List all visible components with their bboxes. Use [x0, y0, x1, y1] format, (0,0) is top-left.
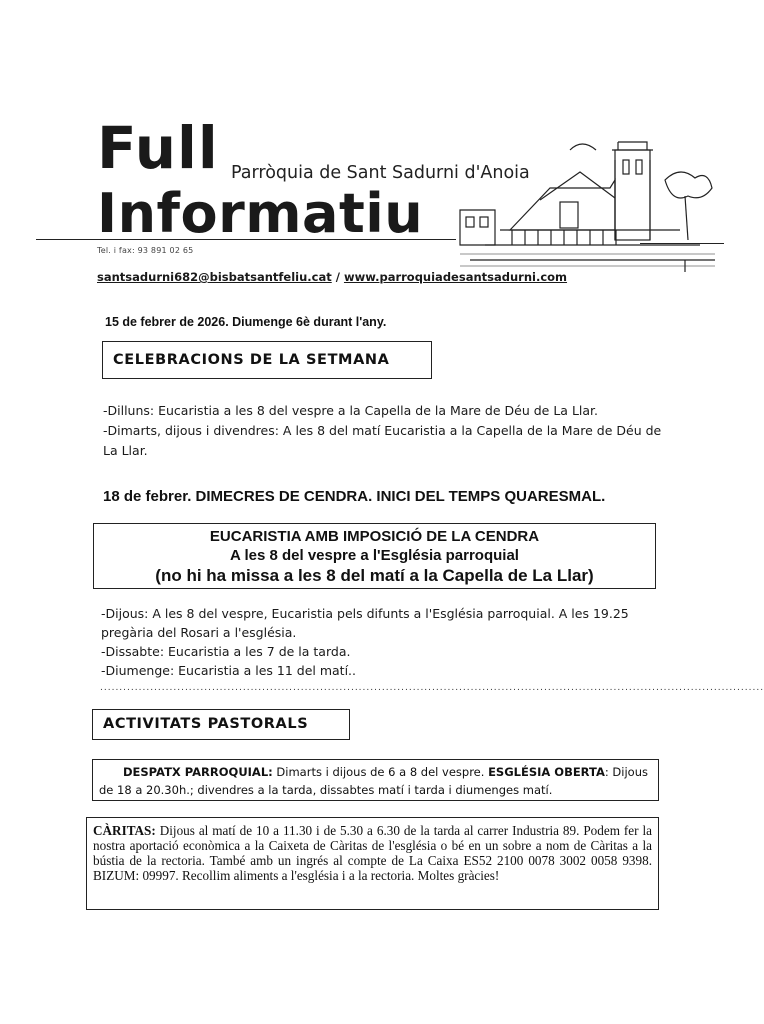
title-full: Full [97, 114, 219, 182]
more-celebrations [101, 604, 661, 680]
contact-separator: / [331, 270, 344, 284]
celebration-tue-thu-fri: -Dimarts, dijous i divendres: A les 8 del matí Eucaristia a la Capella de la Mare de Déu de La Llar. [103, 423, 662, 458]
website-link[interactable]: www.parroquiadesantsadurni.com [343, 270, 568, 284]
ash-wednesday-box [93, 523, 656, 589]
ash-box-line3: (no hi ha missa a les 8 del matí a la Capella de La Llar) [155, 566, 594, 585]
email-link[interactable]: santsadurni682@bisbatsantfeliu.cat [97, 270, 332, 284]
celebration-sunday: -Diumenge: Eucaristia a les 11 del matí.. [101, 663, 357, 678]
celebration-monday: -Dilluns: Eucaristia a les 8 del vespre a la Capella de la Mare de Déu de La Llar. [103, 403, 599, 418]
despatx-label: DESPATX PARROQUIAL: [123, 765, 273, 779]
celebrations-title-box: CELEBRACIONS DE LA SETMANA [102, 341, 432, 379]
ash-box-line1: EUCARISTIA AMB IMPOSICIÓ DE LA CENDRA [209, 528, 540, 545]
caritas-box [86, 817, 659, 910]
caritas-label: CÀRITAS: [93, 823, 156, 838]
oberta-label: ESGLÉSIA OBERTA [488, 765, 605, 779]
date-line: 15 de febrer de 2026. Diumenge 6è durant l'any. [105, 315, 387, 329]
celebration-thursday: -Dijous: A les 8 del vespre, Eucaristia pels difunts a l'Església parroquial. A les 19.25 pregària del Rosari a l'església. [101, 606, 629, 640]
title-informatiu: Informatiu [97, 182, 424, 245]
oberta-text: : Dijous de 18 a 20.30h.; divendres a la tarda, dissabtes matí i tarda i diumenges matí. [99, 765, 648, 797]
phone-fax: Tel. i fax: 93 891 02 65 [97, 246, 194, 255]
church-illustration [440, 120, 720, 275]
header-rule [36, 239, 456, 240]
dotted-separator: ............................................................................................................................................................................ [100, 683, 764, 693]
parish-name: Parròquia de Sant Sadurni d'Anoia [231, 163, 530, 183]
contact-line [97, 270, 567, 284]
parish-office-box [92, 759, 659, 801]
ash-wednesday-heading: 18 de febrer. DIMECRES DE CENDRA. INICI DEL TEMPS QUARESMAL. [103, 488, 606, 505]
ash-box-line2: A les 8 del vespre a l'Església parroquial [230, 547, 519, 564]
caritas-text: Dijous al matí de 10 a 11.30 i de 5.30 a 6.30 de la tarda al carrer Industria 89. Podem fer la nostra aportació econòmica a la Caixeta de Càritas de l'església o bé en un sobre a nom de Càritas a la bústia de la rectoria. També amb un ingrés al compte de La Caixa ES52 2100 0078 3002 0058 9398. BIZUM: 09997. Recollim aliments a l'església i a la rectoria. Moltes gràcies! [93, 823, 652, 883]
activities-title-box: ACTIVITATS PASTORALS [92, 709, 350, 740]
despatx-text: Dimarts i dijous de 6 a 8 del vespre. [272, 765, 489, 779]
celebration-saturday: -Dissabte: Eucaristia a les 7 de la tarda. [101, 644, 351, 659]
